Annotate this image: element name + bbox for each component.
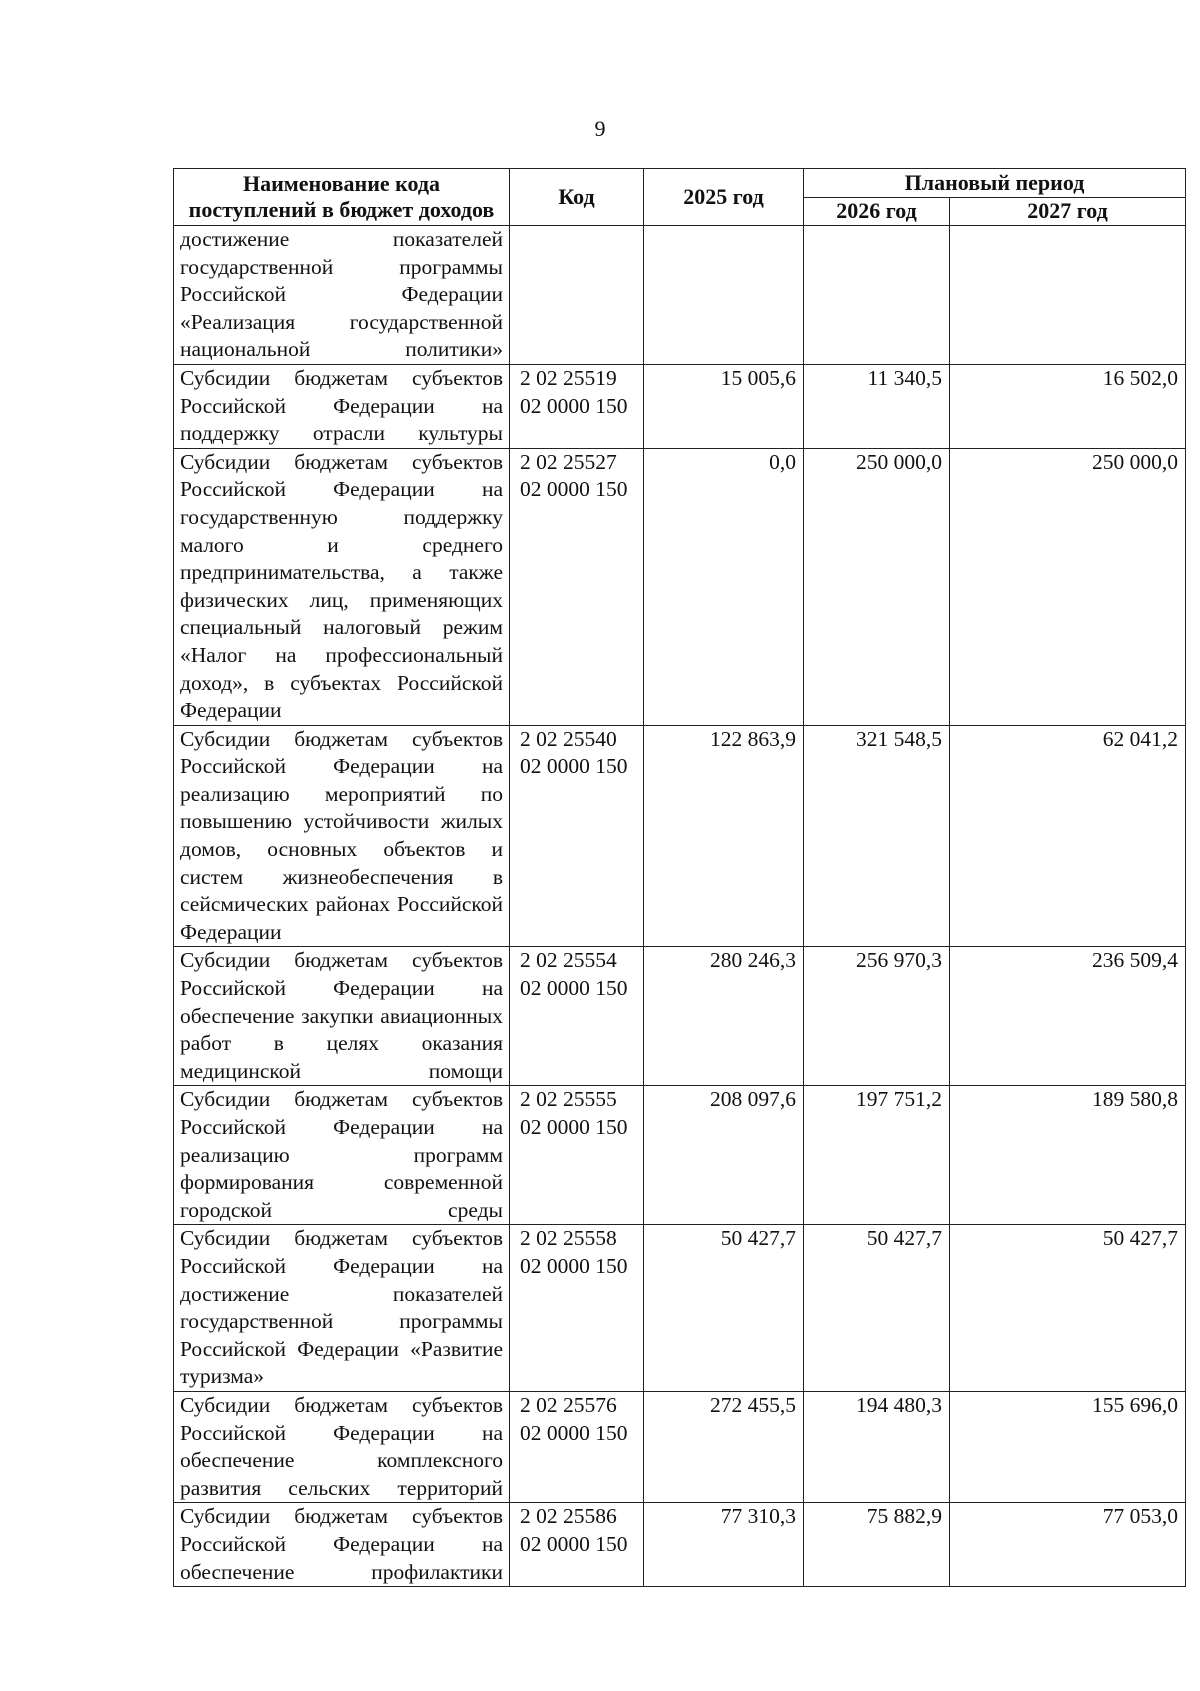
row-name: Субсидии бюджетам субъектов Российской Федерации на обеспечение закупки авиационных работ в целях оказания медицинской помощи xyxy=(174,947,510,1086)
table-row xyxy=(174,725,1186,947)
row-2027: 155 696,0 xyxy=(950,1391,1186,1502)
row-2026: 75 882,9 xyxy=(804,1503,950,1587)
header-planned-period: Плановый период xyxy=(804,169,1186,198)
row-2027: 250 000,0 xyxy=(950,448,1186,725)
row-name: Субсидии бюджетам субъектов Российской Федерации на обеспечение профилактики xyxy=(174,1503,510,1587)
row-name: Субсидии бюджетам субъектов Российской Федерации на обеспечение комплексного развития сельских территорий xyxy=(174,1391,510,1502)
row-code-part2: 02 0000 150 xyxy=(520,393,628,418)
row-2025: 77 310,3 xyxy=(644,1503,804,1587)
header-2026: 2026 год xyxy=(804,197,950,226)
row-2025 xyxy=(644,226,804,365)
row-code xyxy=(510,364,644,448)
header-name: Наименование кода поступлений в бюджет доходов xyxy=(174,169,510,226)
row-2025: 272 455,5 xyxy=(644,1391,804,1502)
header-2025: 2025 год xyxy=(644,169,804,226)
table-row xyxy=(174,1391,1186,1502)
table-row xyxy=(174,1503,1186,1587)
row-2026: 256 970,3 xyxy=(804,947,950,1086)
row-2026: 11 340,5 xyxy=(804,364,950,448)
header-code: Код xyxy=(510,169,644,226)
row-code-part2: 02 0000 150 xyxy=(520,1420,628,1445)
row-code xyxy=(510,1225,644,1392)
row-2027: 77 053,0 xyxy=(950,1503,1186,1587)
row-code-part1: 2 02 25586 xyxy=(520,1504,617,1529)
row-name: Субсидии бюджетам субъектов Российской Федерации на поддержку отрасли культуры xyxy=(174,364,510,448)
table-row xyxy=(174,1225,1186,1392)
row-2025: 50 427,7 xyxy=(644,1225,804,1392)
row-2027: 50 427,7 xyxy=(950,1225,1186,1392)
table-row xyxy=(174,448,1186,725)
page-number: 9 xyxy=(594,116,606,141)
row-code xyxy=(510,1391,644,1502)
row-code-part2: 02 0000 150 xyxy=(520,1253,628,1278)
row-code-part1: 2 02 25527 xyxy=(520,449,617,474)
table-row xyxy=(174,947,1186,1086)
row-2025: 208 097,6 xyxy=(644,1086,804,1225)
row-code-part1: 2 02 25554 xyxy=(520,948,617,973)
row-2026: 194 480,3 xyxy=(804,1391,950,1502)
row-code-part2: 02 0000 150 xyxy=(520,477,628,502)
row-code xyxy=(510,1503,644,1587)
row-2026 xyxy=(804,226,950,365)
table-row xyxy=(174,226,1186,365)
row-2027: 236 509,4 xyxy=(950,947,1186,1086)
row-2026: 197 751,2 xyxy=(804,1086,950,1225)
row-name: Субсидии бюджетам субъектов Российской Федерации на государственную поддержку малого и среднего предпринимательства, а также физических лиц, применяющих специальный налоговый режим «Налог на профессиональный доход», в субъектах Российской Федерации xyxy=(174,448,510,725)
row-code xyxy=(510,725,644,947)
row-2025: 122 863,9 xyxy=(644,725,804,947)
row-code-part2: 02 0000 150 xyxy=(520,1115,628,1139)
row-code-part1: 2 02 25540 xyxy=(520,726,617,751)
header-2027: 2027 год xyxy=(950,197,1186,226)
row-code xyxy=(510,1086,644,1225)
row-2027: 16 502,0 xyxy=(950,364,1186,448)
row-name: Субсидии бюджетам субъектов Российской Федерации на реализацию мероприятий по повышению устойчивости жилых домов, основных объектов и систем жизнеобеспечения в сейсмических районах Российской Федерации xyxy=(174,725,510,947)
table-row xyxy=(174,364,1186,448)
row-2027 xyxy=(950,226,1186,365)
row-code-part1: 2 02 25519 xyxy=(520,365,617,390)
row-code xyxy=(510,448,644,725)
row-name: Субсидии бюджетам субъектов Российской Федерации на достижение показателей государственной программы Российской Федерации «Развитие туризма» xyxy=(174,1225,510,1392)
row-code-part2: 02 0000 150 xyxy=(520,754,628,779)
row-code-part2: 02 0000 150 xyxy=(520,1531,628,1556)
row-code xyxy=(510,947,644,1086)
row-2026: 50 427,7 xyxy=(804,1225,950,1392)
row-code xyxy=(510,226,644,365)
row-2025: 280 246,3 xyxy=(644,947,804,1086)
row-code-part1: 2 02 25558 xyxy=(520,1226,617,1251)
row-2025: 0,0 xyxy=(644,448,804,725)
row-name: достижение показателей государственной программы Российской Федерации «Реализация государственной национальной политики» xyxy=(174,226,510,365)
revenue-table xyxy=(173,168,1186,1587)
row-name: Субсидии бюджетам субъектов Российской Федерации на реализацию программ формирования современной городской среды xyxy=(174,1086,510,1225)
row-code-part2: 02 0000 150 xyxy=(520,976,628,1001)
row-2025: 15 005,6 xyxy=(644,364,804,448)
row-2026: 250 000,0 xyxy=(804,448,950,725)
row-code-part1: 2 02 25555 xyxy=(520,1087,617,1112)
row-2027: 189 580,8 xyxy=(950,1086,1186,1225)
row-2026: 321 548,5 xyxy=(804,725,950,947)
row-2027: 62 041,2 xyxy=(950,725,1186,947)
row-code-part1: 2 02 25576 xyxy=(520,1392,617,1417)
table-row xyxy=(174,1086,1186,1225)
